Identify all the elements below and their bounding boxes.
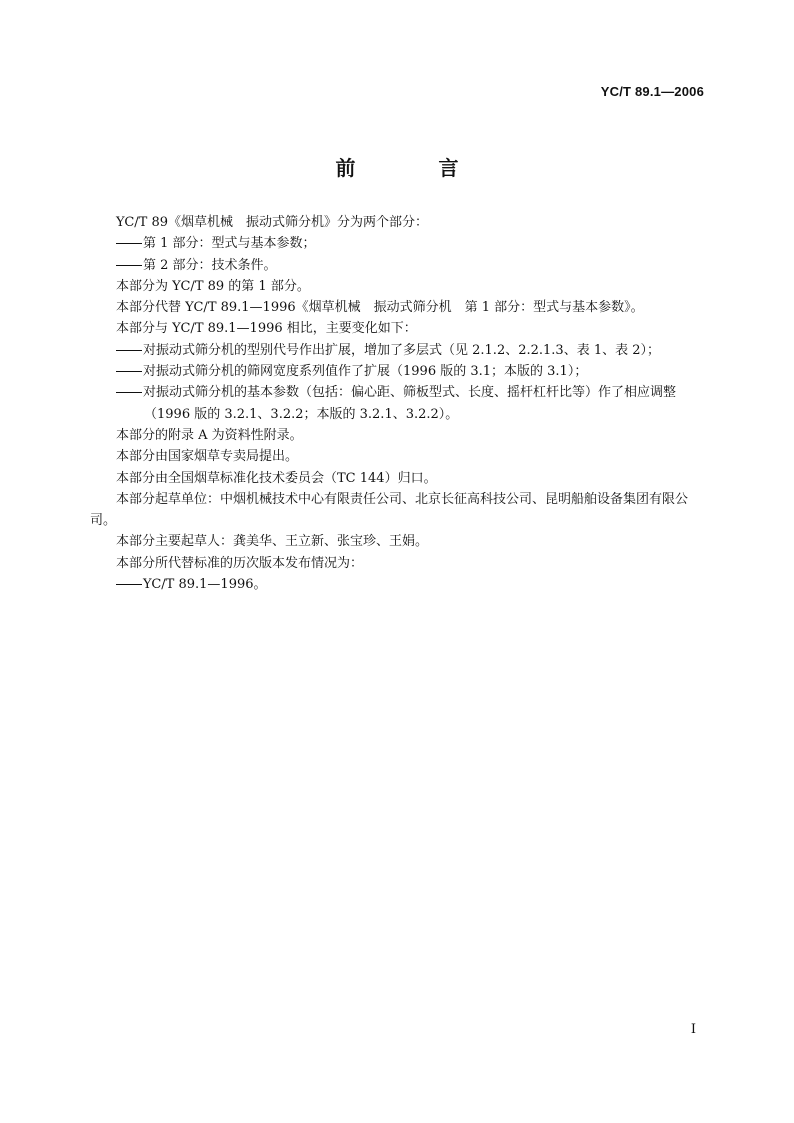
list-item-text: 第 2 部分：技术条件。: [143, 257, 277, 273]
dash-marker: [116, 371, 142, 372]
paragraph: 本部分代替 YC/T 89.1—1996《烟草机械 振动式筛分机 第 1 部分：型式与基本参数》。: [116, 300, 644, 316]
paragraph: 本部分的附录 A 为资料性附录。: [116, 427, 303, 443]
dash-marker: [116, 265, 142, 266]
list-item: [90, 233, 706, 254]
list-item-text: 对振动式筛分机的筛网宽度系列值作了扩展（1996 版的 3.1；本版的 3.1）；: [143, 364, 588, 380]
list-item-text: 对振动式筛分机的基本参数（包括：偏心距、筛板型式、长度、摇杆杠杆比等）作了相应调整（1996 版的 3.2.1、3.2.2；本版的 3.2.1、3.2.2）。: [143, 385, 677, 422]
list-item: [90, 255, 706, 276]
list-item-text: 对振动式筛分机的型别代号作出扩展，增加了多层式（见 2.1.2、2.2.1.3、表 1、表 2）；: [143, 342, 660, 358]
dash-marker: [116, 350, 142, 351]
list-item: [90, 361, 706, 382]
paragraph: YC/T 89《烟草机械 振动式筛分机》分为两个部分：: [116, 215, 429, 230]
list-item: [90, 382, 706, 425]
paragraph: 本部分由国家烟草专卖局提出。: [116, 449, 299, 465]
paragraph: 本部分为 YC/T 89 的第 1 部分。: [116, 278, 310, 294]
page-number: I: [690, 1022, 696, 1037]
paragraph: 本部分起草单位：中烟机械技术中心有限责任公司、北京长征高科技公司、昆明船舶设备集团有限公司。: [90, 491, 689, 529]
dash-marker: [116, 392, 142, 393]
list-item: [90, 574, 706, 595]
paragraph: 本部分由全国烟草标准化技术委员会（TC 144）归口。: [116, 470, 437, 486]
paragraph: 本部分主要起草人：龚美华、王立新、张宝珍、王娟。: [116, 534, 429, 550]
dash-marker: [116, 584, 142, 585]
list-item-text: YC/T 89.1—1996。: [143, 577, 267, 593]
standard-code-header: YC/T 89.1—2006: [600, 84, 704, 99]
list-item: [90, 340, 706, 361]
dash-marker: [116, 243, 142, 244]
page-title: 前 言: [335, 156, 497, 180]
paragraph: 本部分与 YC/T 89.1—1996 相比，主要变化如下：: [116, 321, 417, 337]
list-item-text: 第 1 部分：型式与基本参数；: [143, 236, 316, 252]
foreword-body: [90, 212, 706, 595]
paragraph: 本部分所代替标准的历次版本发布情况为：: [116, 555, 364, 571]
